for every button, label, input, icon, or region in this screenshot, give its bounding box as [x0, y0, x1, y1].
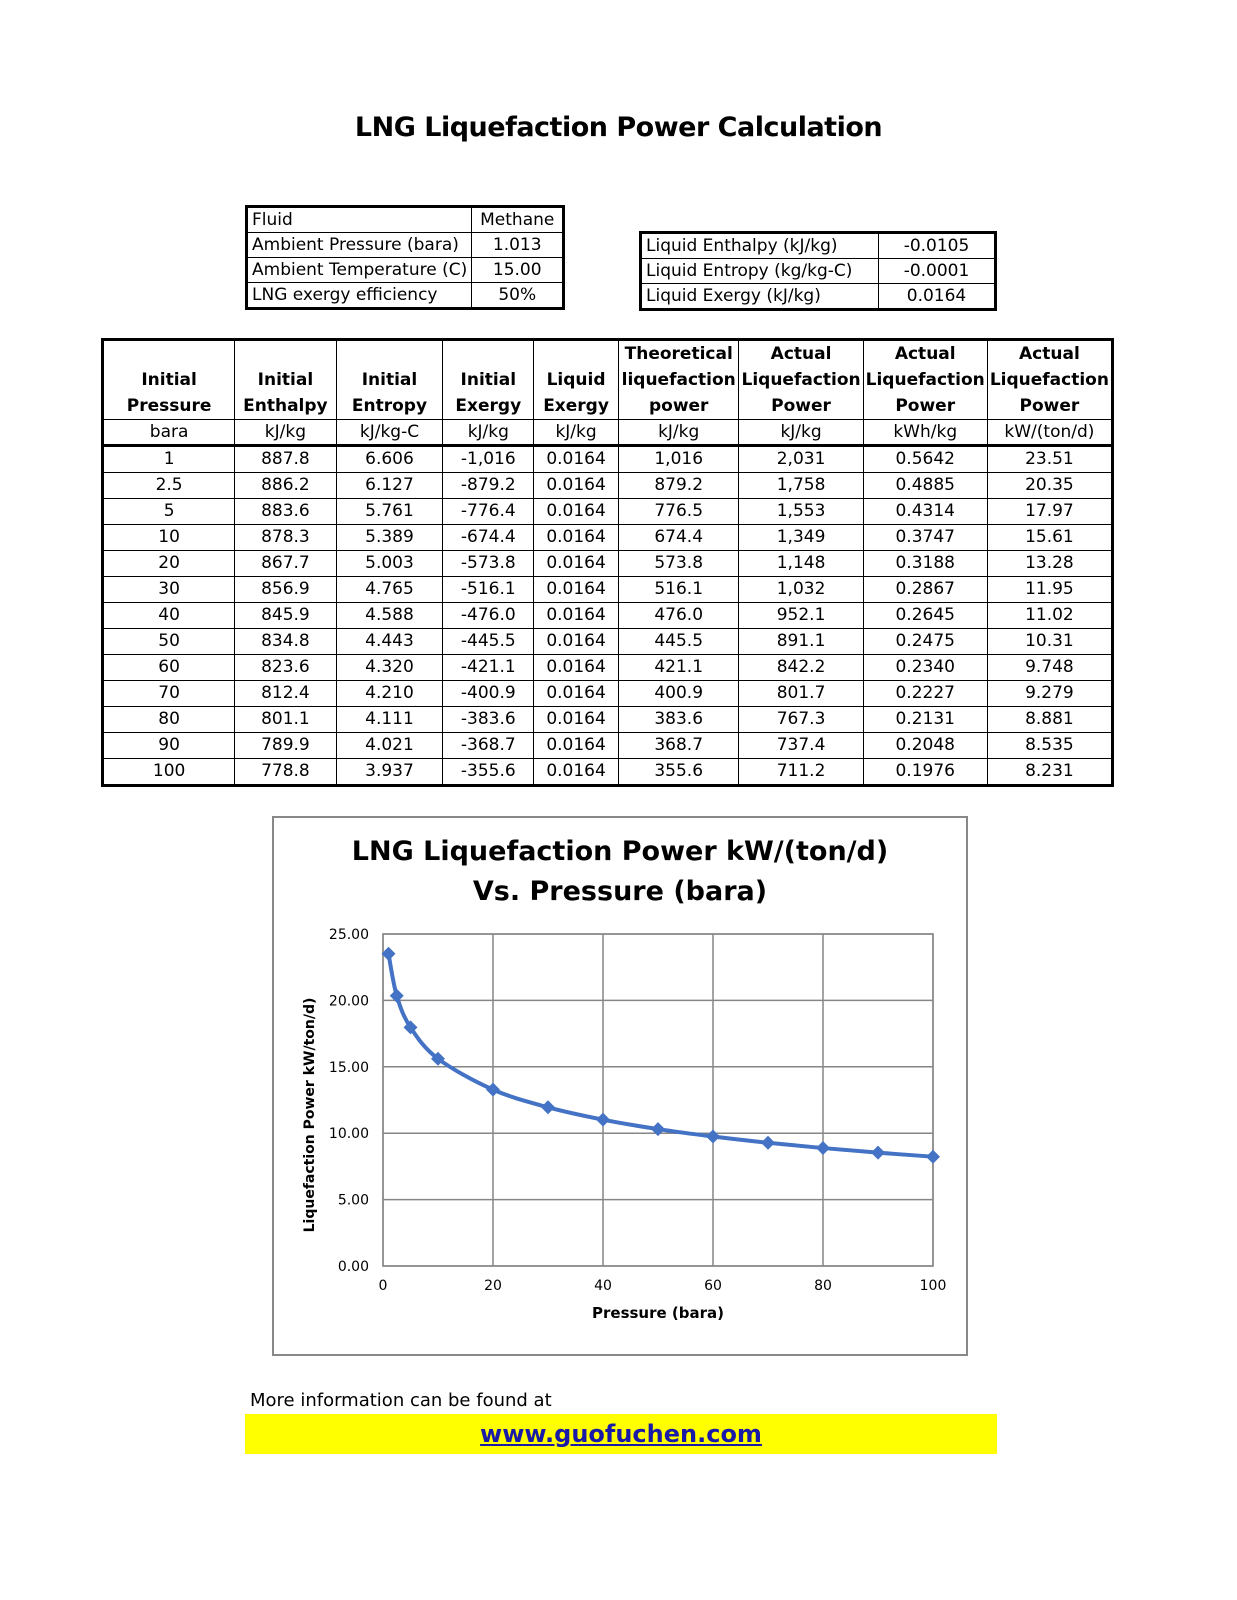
table-cell: -400.9 [443, 681, 534, 707]
unit-cell: bara [103, 420, 235, 446]
table-cell: 1,148 [739, 551, 863, 577]
table-row [103, 525, 1113, 551]
table-cell: 80 [103, 707, 235, 733]
table-cell: 5.003 [336, 551, 443, 577]
input-value: 15.00 [472, 258, 564, 283]
liquid-value: -0.0105 [879, 233, 996, 259]
table-cell: 834.8 [235, 629, 336, 655]
table-cell: 13.28 [987, 551, 1112, 577]
table-cell: 5.761 [336, 499, 443, 525]
liquid-properties-table [639, 231, 997, 311]
table-row [103, 499, 1113, 525]
x-tick-label: 40 [594, 1278, 612, 1294]
liquid-value: -0.0001 [879, 259, 996, 284]
table-cell: 20.35 [987, 473, 1112, 499]
table-cell: 776.5 [618, 499, 739, 525]
table-row [103, 759, 1113, 786]
column-header: Theoretical liquefaction power [618, 340, 739, 420]
table-cell: 0.1976 [863, 759, 987, 786]
table-cell: 0.2867 [863, 577, 987, 603]
data-point [926, 1150, 940, 1164]
table-cell: 1 [103, 446, 235, 473]
y-tick-label: 0.00 [337, 1259, 369, 1275]
table-cell: 1,016 [618, 446, 739, 473]
table-cell: 476.0 [618, 603, 739, 629]
column-header: Liquid Exergy [534, 340, 619, 420]
table-cell: 0.0164 [534, 681, 619, 707]
table-cell: 23.51 [987, 446, 1112, 473]
table-row [103, 629, 1113, 655]
table-cell: 90 [103, 733, 235, 759]
table-cell: 2.5 [103, 473, 235, 499]
chart-title: Vs. Pressure (bara) [472, 876, 768, 907]
table-cell: 10.31 [987, 629, 1112, 655]
table-cell: 856.9 [235, 577, 336, 603]
column-header: Initial Enthalpy [235, 340, 336, 420]
x-tick-label: 0 [378, 1278, 388, 1294]
input-value: 50% [472, 283, 564, 309]
x-tick-label: 20 [484, 1278, 502, 1294]
input-label: Ambient Pressure (bara) [247, 233, 472, 258]
table-cell: 2,031 [739, 446, 863, 473]
unit-cell: kJ/kg [618, 420, 739, 446]
table-cell: 879.2 [618, 473, 739, 499]
table-row [103, 707, 1113, 733]
table-cell: 4.588 [336, 603, 443, 629]
table-cell: 17.97 [987, 499, 1112, 525]
table-cell: 767.3 [739, 707, 863, 733]
table-row [103, 681, 1113, 707]
table-cell: 6.606 [336, 446, 443, 473]
input-parameters-table [245, 205, 565, 310]
unit-cell: kJ/kg [443, 420, 534, 446]
table-cell: 801.7 [739, 681, 863, 707]
table-cell: 8.231 [987, 759, 1112, 786]
table-cell: 0.0164 [534, 499, 619, 525]
link-bar [245, 1414, 997, 1454]
table-cell: -879.2 [443, 473, 534, 499]
table-cell: 40 [103, 603, 235, 629]
unit-cell: kJ/kg [534, 420, 619, 446]
website-link[interactable]: www.guofuchen.com [480, 1420, 762, 1448]
table-cell: 4.765 [336, 577, 443, 603]
chart-svg [274, 818, 966, 1354]
input-label: LNG exergy efficiency [247, 283, 472, 309]
y-tick-label: 5.00 [337, 1192, 369, 1209]
unit-cell: kJ/kg [739, 420, 863, 446]
table-cell: 8.535 [987, 733, 1112, 759]
y-axis-label: Liquefaction Power kW/ton/d) [302, 997, 318, 1233]
table-cell: 3.937 [336, 759, 443, 786]
table-cell: 0.0164 [534, 629, 619, 655]
table-cell: -476.0 [443, 603, 534, 629]
table-cell: 878.3 [235, 525, 336, 551]
table-cell: 883.6 [235, 499, 336, 525]
table-cell: 789.9 [235, 733, 336, 759]
table-cell: 15.61 [987, 525, 1112, 551]
table-cell: -355.6 [443, 759, 534, 786]
table-cell: 0.2048 [863, 733, 987, 759]
input-label: Fluid [247, 207, 472, 233]
table-cell: 0.0164 [534, 473, 619, 499]
column-header: Initial Entropy [336, 340, 443, 420]
table-cell: 50 [103, 629, 235, 655]
column-header: Initial Pressure [103, 340, 235, 420]
liquid-value: 0.0164 [879, 284, 996, 310]
table-cell: 737.4 [739, 733, 863, 759]
table-cell: 0.0164 [534, 733, 619, 759]
table-cell: 0.0164 [534, 551, 619, 577]
table-cell: 4.320 [336, 655, 443, 681]
liquid-label: Liquid Entropy (kg/kg-C) [641, 259, 879, 284]
table-cell: 400.9 [618, 681, 739, 707]
chart-title: LNG Liquefaction Power kW/(ton/d) [351, 836, 889, 867]
more-info-text: More information can be found at [250, 1390, 552, 1411]
table-cell: -445.5 [443, 629, 534, 655]
liquid-label: Liquid Exergy (kJ/kg) [641, 284, 879, 310]
plot-area [383, 934, 933, 1266]
y-tick-label: 20.00 [328, 993, 369, 1010]
table-cell: 11.02 [987, 603, 1112, 629]
data-point [761, 1136, 775, 1150]
table-cell: 674.4 [618, 525, 739, 551]
table-cell: 368.7 [618, 733, 739, 759]
data-point [541, 1100, 555, 1114]
data-point [871, 1146, 885, 1160]
table-cell: 0.0164 [534, 446, 619, 473]
table-cell: 0.0164 [534, 759, 619, 786]
table-cell: 20 [103, 551, 235, 577]
table-cell: 0.0164 [534, 655, 619, 681]
input-label: Ambient Temperature (C) [247, 258, 472, 283]
table-cell: 845.9 [235, 603, 336, 629]
column-header: Initial Exergy [443, 340, 534, 420]
table-cell: 0.0164 [534, 707, 619, 733]
table-cell: 842.2 [739, 655, 863, 681]
table-cell: 1,349 [739, 525, 863, 551]
liquid-row [641, 233, 996, 259]
table-cell: 6.127 [336, 473, 443, 499]
table-cell: 0.0164 [534, 577, 619, 603]
table-cell: 0.2475 [863, 629, 987, 655]
table-cell: 4.111 [336, 707, 443, 733]
table-row [103, 473, 1113, 499]
table-cell: 11.95 [987, 577, 1112, 603]
table-cell: 60 [103, 655, 235, 681]
data-point [706, 1130, 720, 1144]
data-point [486, 1083, 500, 1097]
table-cell: 0.2227 [863, 681, 987, 707]
input-row [247, 207, 564, 233]
table-cell: 100 [103, 759, 235, 786]
table-cell: 4.021 [336, 733, 443, 759]
table-cell: 0.5642 [863, 446, 987, 473]
liquid-row [641, 284, 996, 310]
table-cell: 0.4885 [863, 473, 987, 499]
y-tick-label: 10.00 [328, 1126, 369, 1143]
x-axis-label: Pressure (bara) [592, 1304, 724, 1322]
page-title: LNG Liquefaction Power Calculation [354, 112, 883, 143]
column-header: Actual Liquefaction Power [987, 340, 1112, 420]
column-header: Actual Liquefaction Power [863, 340, 987, 420]
table-cell: 0.2340 [863, 655, 987, 681]
input-row [247, 258, 564, 283]
table-cell: 4.443 [336, 629, 443, 655]
table-cell: -674.4 [443, 525, 534, 551]
table-row [103, 551, 1113, 577]
x-tick-label: 100 [919, 1278, 947, 1294]
table-cell: -383.6 [443, 707, 534, 733]
input-row [247, 233, 564, 258]
table-cell: 355.6 [618, 759, 739, 786]
unit-cell: kJ/kg [235, 420, 336, 446]
table-cell: -368.7 [443, 733, 534, 759]
table-cell: 5.389 [336, 525, 443, 551]
y-tick-label: 15.00 [328, 1059, 369, 1076]
table-cell: -1,016 [443, 446, 534, 473]
table-cell: 516.1 [618, 577, 739, 603]
table-cell: 4.210 [336, 681, 443, 707]
table-cell: 9.279 [987, 681, 1112, 707]
data-point [816, 1141, 830, 1155]
x-tick-label: 60 [704, 1278, 722, 1294]
table-cell: 5 [103, 499, 235, 525]
table-cell: 1,553 [739, 499, 863, 525]
table-cell: 573.8 [618, 551, 739, 577]
x-tick-label: 80 [814, 1278, 832, 1294]
table-cell: 886.2 [235, 473, 336, 499]
table-cell: 0.0164 [534, 603, 619, 629]
liquid-row [641, 259, 996, 284]
table-cell: 0.4314 [863, 499, 987, 525]
table-cell: 812.4 [235, 681, 336, 707]
table-row [103, 655, 1113, 681]
data-point [596, 1113, 610, 1127]
header-row [103, 340, 1113, 420]
table-cell: 0.2645 [863, 603, 987, 629]
table-cell: 801.1 [235, 707, 336, 733]
units-row [103, 420, 1113, 446]
table-cell: -516.1 [443, 577, 534, 603]
liquid-label: Liquid Enthalpy (kJ/kg) [641, 233, 879, 259]
table-cell: -421.1 [443, 655, 534, 681]
table-row [103, 733, 1113, 759]
table-cell: 70 [103, 681, 235, 707]
table-cell: 887.8 [235, 446, 336, 473]
column-header: Actual Liquefaction Power [739, 340, 863, 420]
table-cell: 952.1 [739, 603, 863, 629]
table-row [103, 603, 1113, 629]
table-row [103, 446, 1113, 473]
table-cell: 1,758 [739, 473, 863, 499]
table-cell: 8.881 [987, 707, 1112, 733]
chart [272, 816, 968, 1356]
table-cell: 823.6 [235, 655, 336, 681]
table-cell: 778.8 [235, 759, 336, 786]
table-cell: -776.4 [443, 499, 534, 525]
unit-cell: kJ/kg-C [336, 420, 443, 446]
table-row [103, 577, 1113, 603]
table-cell: 0.2131 [863, 707, 987, 733]
table-cell: 867.7 [235, 551, 336, 577]
table-cell: 0.3747 [863, 525, 987, 551]
table-cell: 421.1 [618, 655, 739, 681]
table-cell: 0.0164 [534, 525, 619, 551]
table-cell: 0.3188 [863, 551, 987, 577]
unit-cell: kWh/kg [863, 420, 987, 446]
unit-cell: kW/(ton/d) [987, 420, 1112, 446]
input-row [247, 283, 564, 309]
table-cell: 10 [103, 525, 235, 551]
table-cell: 891.1 [739, 629, 863, 655]
table-cell: 1,032 [739, 577, 863, 603]
table-cell: 711.2 [739, 759, 863, 786]
table-cell: 9.748 [987, 655, 1112, 681]
table-cell: 445.5 [618, 629, 739, 655]
data-point [651, 1122, 665, 1136]
table-cell: -573.8 [443, 551, 534, 577]
y-tick-label: 25.00 [328, 927, 369, 943]
input-value: 1.013 [472, 233, 564, 258]
table-cell: 383.6 [618, 707, 739, 733]
table-cell: 30 [103, 577, 235, 603]
results-table [101, 338, 1114, 787]
input-value: Methane [472, 207, 564, 233]
